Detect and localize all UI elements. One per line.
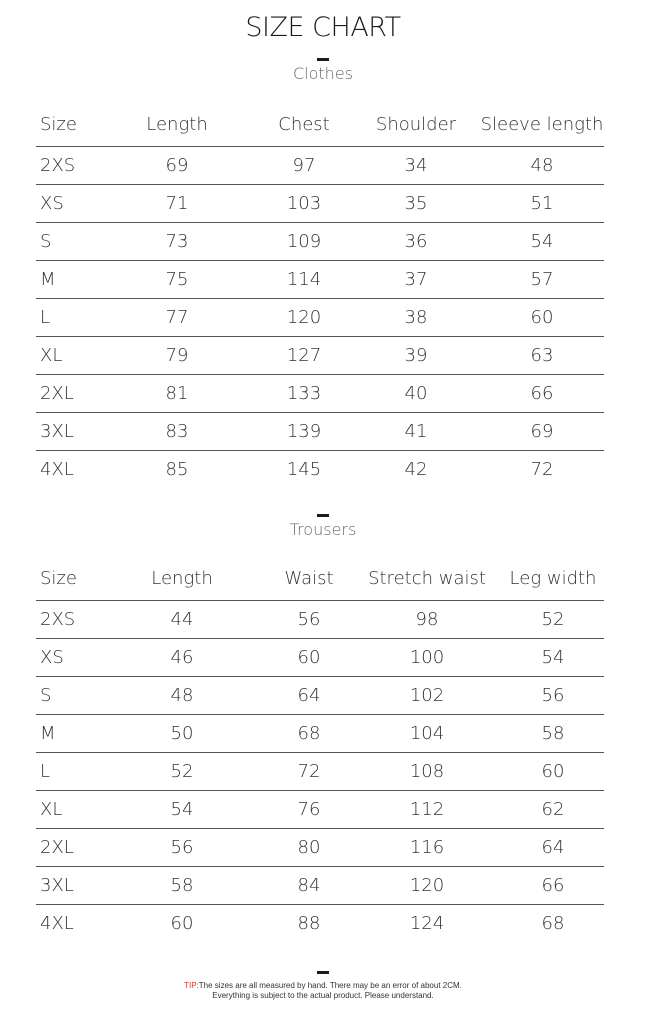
measurement-cell: 97 (256, 147, 352, 185)
size-cell: XS (36, 185, 98, 223)
measurement-cell: 108 (352, 753, 502, 791)
measurement-cell: 54 (502, 639, 604, 677)
measurement-cell: 84 (266, 867, 352, 905)
column-header: Length (98, 556, 266, 601)
table-row (36, 337, 604, 375)
measurement-cell: 81 (98, 375, 256, 413)
measurement-cell: 64 (502, 829, 604, 867)
measurement-cell: 80 (266, 829, 352, 867)
measurement-cell: 124 (409, 913, 445, 934)
measurement-cell: 40 (352, 375, 480, 413)
measurement-cell: 58 (98, 867, 266, 905)
measurement-cell: 116 (352, 829, 502, 867)
clothes-subtitle: Clothes (293, 64, 353, 83)
section-dash (317, 514, 329, 517)
tip-line-2: Everything is subject to the actual product. Please understand. (212, 991, 434, 1000)
size-cell: 2XL (36, 375, 98, 413)
size-cell: S (36, 677, 98, 715)
table-row (36, 375, 604, 413)
measurement-cell: 60 (480, 299, 604, 337)
measurement-cell: 69 (98, 147, 256, 185)
tip-dash (317, 971, 329, 974)
size-cell: S (36, 223, 98, 261)
measurement-cell: 103 (256, 185, 352, 223)
measurement-cell: 75 (98, 261, 256, 299)
table-row (36, 753, 604, 791)
measurement-cell: 66 (502, 867, 604, 905)
measurement-cell: 102 (352, 677, 502, 715)
measurement-cell: 79 (98, 337, 256, 375)
table-row (36, 639, 604, 677)
table-row (36, 147, 604, 185)
column-header: Chest (256, 102, 352, 147)
size-cell: 3XL (36, 867, 98, 905)
size-cell: 2XS (36, 601, 98, 639)
table-row (36, 905, 604, 943)
table-row (36, 185, 604, 223)
title-dash (317, 58, 329, 61)
page-title: SIZE CHART (245, 12, 401, 43)
measurement-cell: 73 (98, 223, 256, 261)
measurement-cell: 41 (352, 413, 480, 451)
measurement-cell: 76 (266, 791, 352, 829)
column-header: Size (36, 556, 98, 601)
measurement-cell: 52 (98, 753, 266, 791)
measurement-cell: 114 (256, 261, 352, 299)
measurement-cell: 52 (502, 601, 604, 639)
column-header: Waist (266, 556, 352, 601)
size-cell: 2XL (36, 829, 98, 867)
size-cell: 3XL (36, 413, 98, 451)
column-header: Length (98, 102, 256, 147)
column-header: Sleeve length (480, 102, 604, 147)
table-header-row (36, 102, 604, 147)
measurement-cell: 36 (352, 223, 480, 261)
measurement-cell: 54 (480, 223, 604, 261)
size-cell: XL (36, 791, 98, 829)
table-row (36, 413, 604, 451)
measurement-cell: 56 (98, 829, 266, 867)
measurement-cell: 68 (541, 913, 565, 934)
tip-line-1: The sizes are all measured by hand. There may be an error of about 2CM. (198, 981, 462, 990)
measurement-cell: 100 (352, 639, 502, 677)
size-cell: L (36, 753, 98, 791)
measurement-cell: 63 (480, 337, 604, 375)
size-cell: L (36, 299, 98, 337)
table-row (36, 601, 604, 639)
measurement-cell: 120 (352, 867, 502, 905)
table-row (36, 223, 604, 261)
table-row (36, 791, 604, 829)
measurement-cell: 72 (530, 459, 554, 480)
measurement-cell: 77 (98, 299, 256, 337)
column-header: Stretch waist (352, 556, 502, 601)
column-header: Leg width (502, 556, 604, 601)
measurement-cell: 35 (352, 185, 480, 223)
table-row (36, 451, 604, 489)
measurement-cell: 48 (480, 147, 604, 185)
measurement-cell: 48 (98, 677, 266, 715)
measurement-cell: 44 (98, 601, 266, 639)
measurement-cell: 58 (502, 715, 604, 753)
measurement-cell: 83 (98, 413, 256, 451)
measurement-cell: 57 (480, 261, 604, 299)
measurement-cell: 66 (480, 375, 604, 413)
measurement-cell: 68 (266, 715, 352, 753)
tip-label: TIP: (184, 981, 199, 990)
table-row (36, 677, 604, 715)
measurement-cell: 112 (352, 791, 502, 829)
measurement-cell: 145 (286, 459, 322, 480)
measurement-cell: 60 (266, 639, 352, 677)
size-cell: 4XL (40, 459, 74, 480)
size-cell: 4XL (40, 913, 74, 934)
measurement-cell: 104 (352, 715, 502, 753)
measurement-cell: 56 (266, 601, 352, 639)
measurement-cell: 54 (98, 791, 266, 829)
trousers-subtitle: Trousers (289, 520, 357, 539)
measurement-cell: 60 (170, 913, 194, 934)
measurement-cell: 39 (352, 337, 480, 375)
measurement-cell: 37 (352, 261, 480, 299)
measurement-cell: 71 (98, 185, 256, 223)
table-row (36, 867, 604, 905)
measurement-cell: 72 (266, 753, 352, 791)
measurement-cell: 109 (256, 223, 352, 261)
column-header: Shoulder (352, 102, 480, 147)
measurement-cell: 88 (297, 913, 321, 934)
measurement-cell: 50 (98, 715, 266, 753)
measurement-cell: 46 (98, 639, 266, 677)
measurement-cell: 51 (480, 185, 604, 223)
size-cell: M (36, 715, 98, 753)
measurement-cell: 139 (256, 413, 352, 451)
measurement-cell: 85 (165, 459, 189, 480)
table-row (36, 715, 604, 753)
measurement-cell: 120 (256, 299, 352, 337)
measurement-cell: 64 (266, 677, 352, 715)
trousers-size-table (36, 556, 604, 942)
measurement-cell: 127 (256, 337, 352, 375)
clothes-size-table (36, 102, 604, 488)
column-header: Size (36, 102, 98, 147)
measurement-cell: 62 (502, 791, 604, 829)
measurement-cell: 98 (352, 601, 502, 639)
measurement-cell: 34 (352, 147, 480, 185)
table-row (36, 829, 604, 867)
size-cell: 2XS (36, 147, 98, 185)
size-cell: XL (36, 337, 98, 375)
table-header-row (36, 556, 604, 601)
size-cell: M (36, 261, 98, 299)
table-row (36, 261, 604, 299)
measurement-cell: 133 (256, 375, 352, 413)
tip-note (0, 981, 646, 1001)
size-cell: XS (36, 639, 98, 677)
measurement-cell: 38 (352, 299, 480, 337)
measurement-cell: 42 (404, 459, 428, 480)
measurement-cell: 69 (480, 413, 604, 451)
table-row (36, 299, 604, 337)
measurement-cell: 56 (502, 677, 604, 715)
measurement-cell: 60 (502, 753, 604, 791)
